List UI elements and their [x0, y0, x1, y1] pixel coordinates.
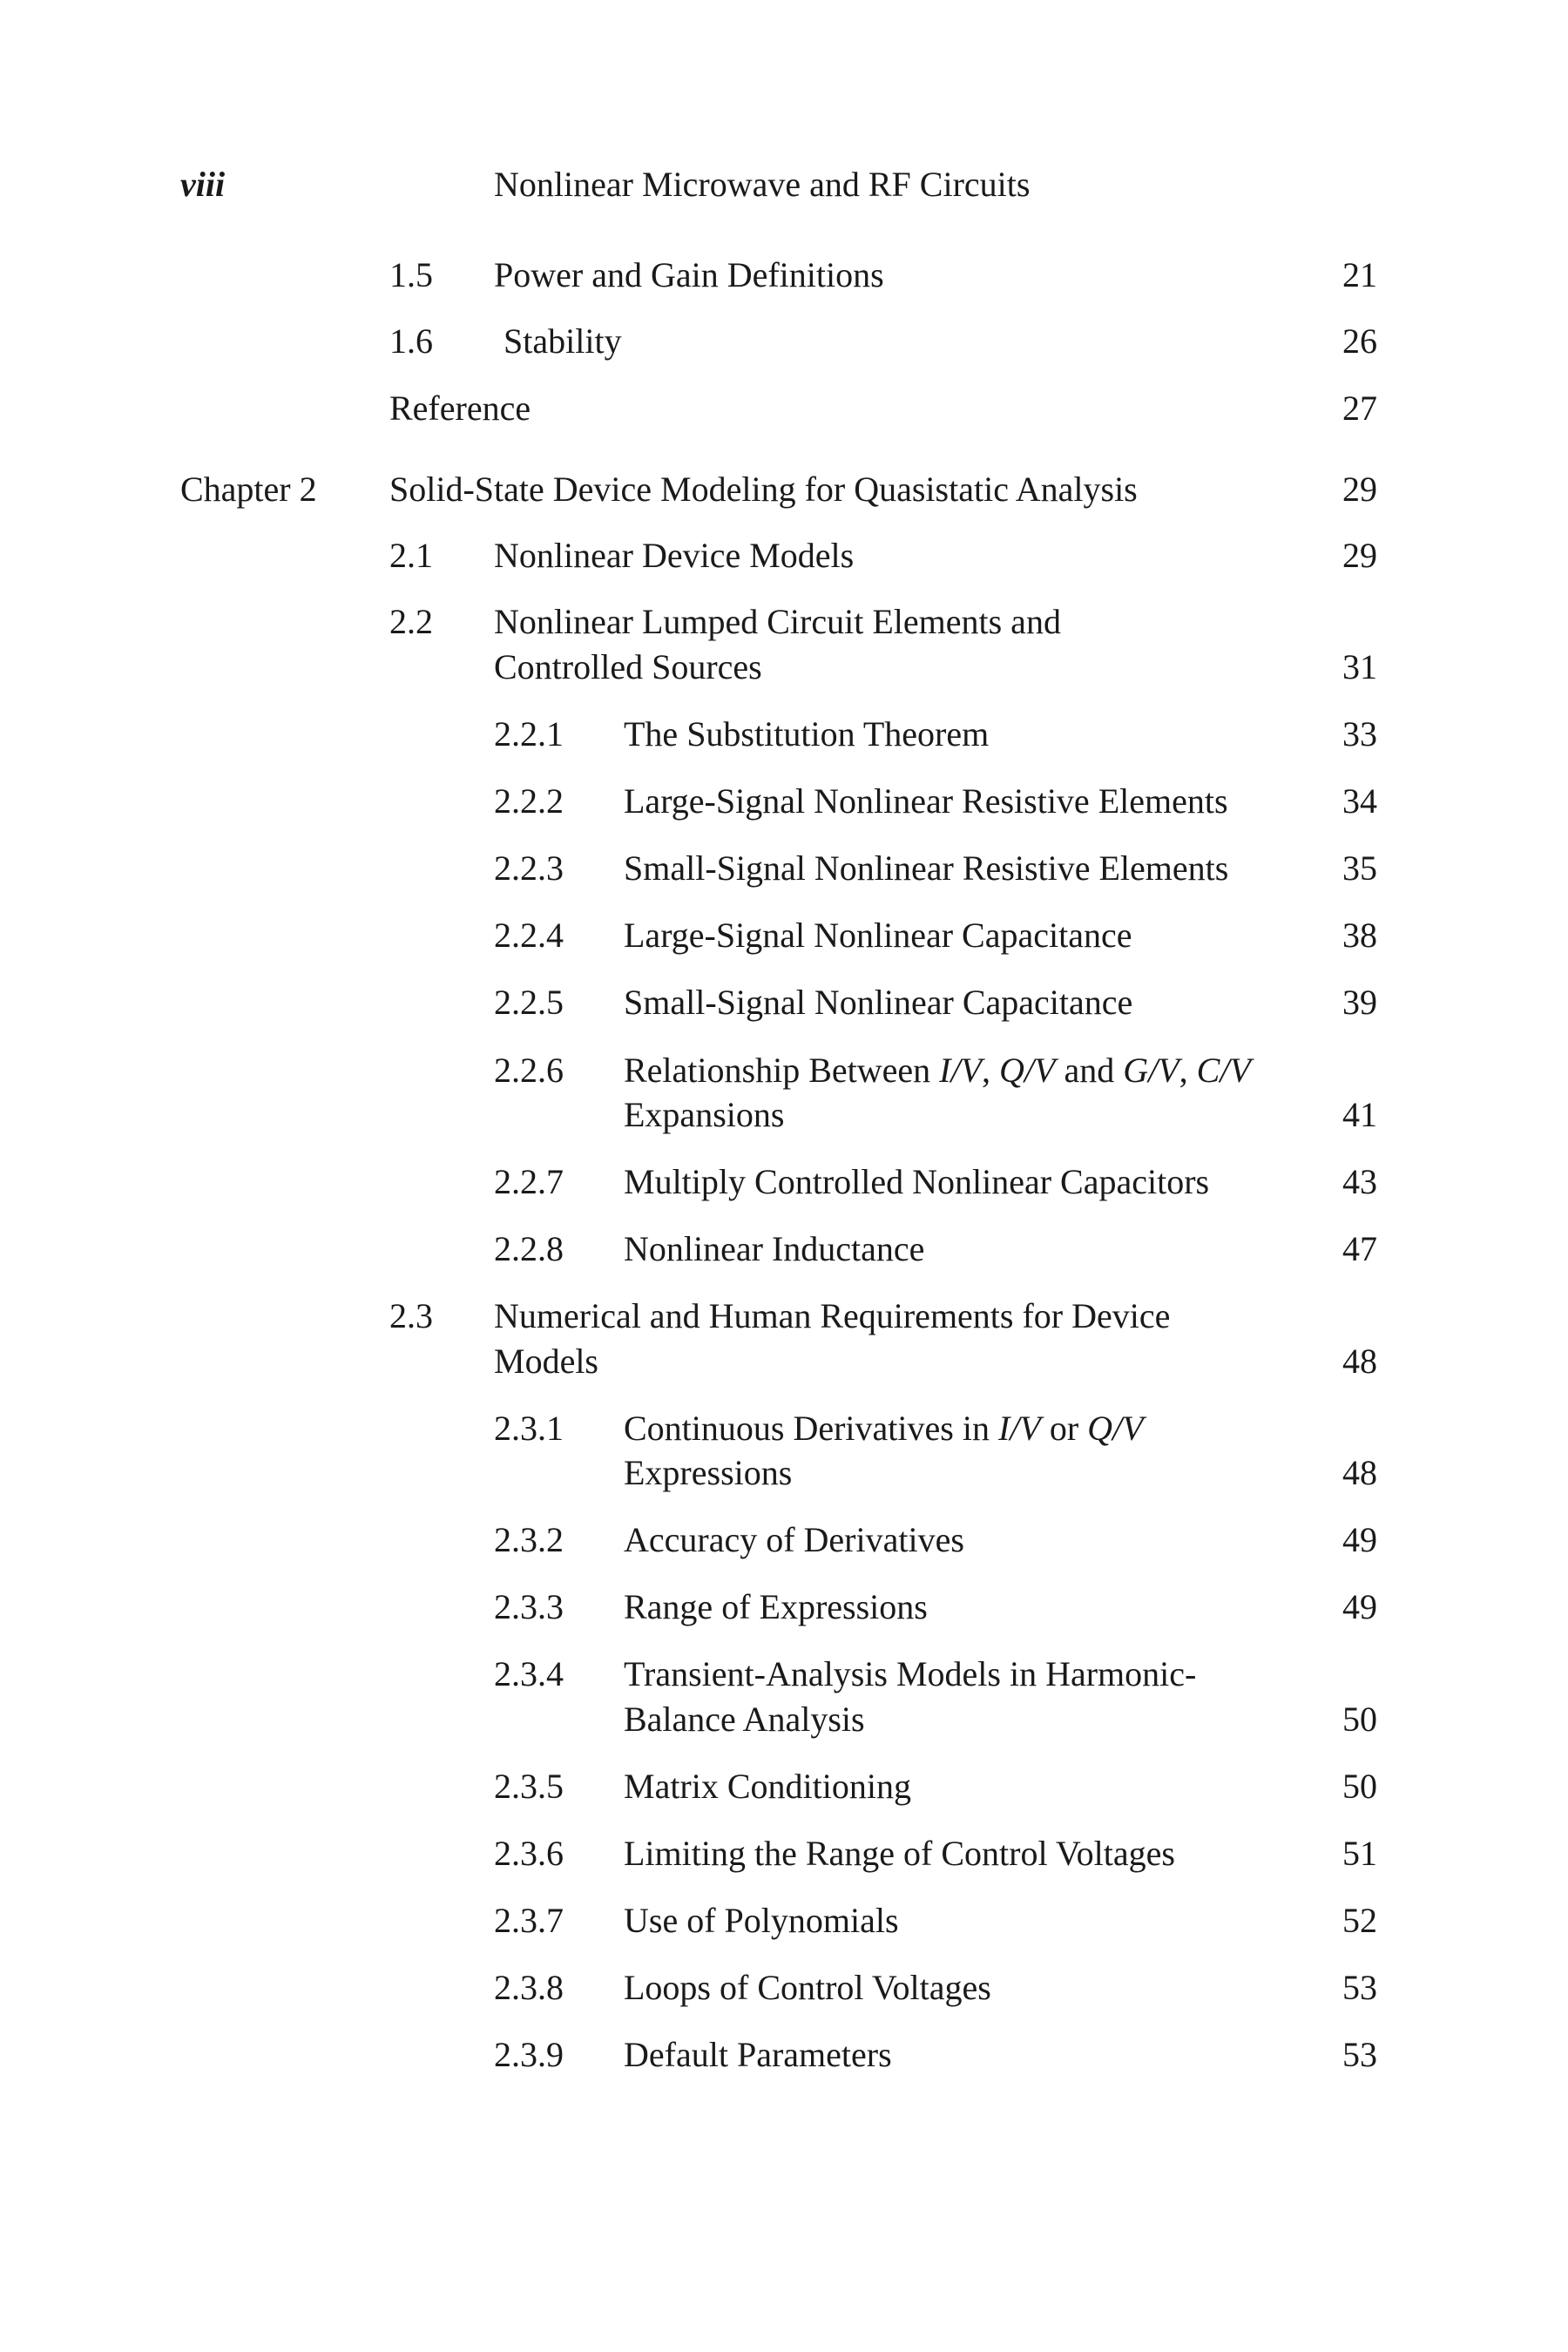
page-number: 31 — [1342, 647, 1377, 686]
subsection-number: 2.3.5 — [494, 1767, 564, 1806]
page-number: 26 — [1342, 321, 1377, 361]
page-number: 41 — [1342, 1095, 1377, 1134]
subsection-title-line1: Transient-Analysis Models in Harmonic- — [624, 1654, 1197, 1693]
subsection-number: 2.3.2 — [494, 1520, 564, 1559]
page-number: 53 — [1342, 1968, 1377, 2007]
subsection-number: 2.3.9 — [494, 2035, 564, 2074]
subsection-title: The Substitution Theorem — [624, 714, 990, 754]
section-title-line2: Models — [494, 1342, 598, 1381]
chapter-label: Chapter 2 — [180, 470, 317, 509]
subsection-title: Loops of Control Voltages — [624, 1968, 991, 2007]
subsection-number: 2.2.1 — [494, 714, 564, 754]
section-number: 2.3 — [389, 1296, 433, 1335]
page-number: 48 — [1342, 1342, 1377, 1381]
section-title-line2: Controlled Sources — [494, 647, 762, 686]
page-folio: viii — [180, 165, 226, 204]
section-title-line1: Numerical and Human Requirements for Device — [494, 1296, 1171, 1335]
page-number: 48 — [1342, 1453, 1377, 1492]
subsection-title-line1: Relationship Between I/V, Q/V and G/V, C/V — [624, 1051, 1251, 1090]
subsection-title-line2: Expansions — [624, 1095, 785, 1134]
subsection-title-line2: Balance Analysis — [624, 1700, 865, 1739]
subsection-number: 2.2.3 — [494, 848, 564, 888]
subsection-title-line1: Continuous Derivatives in I/V or Q/V — [624, 1409, 1144, 1448]
subsection-number: 2.3.6 — [494, 1834, 564, 1873]
running-header-title: Nonlinear Microwave and RF Circuits — [494, 165, 1031, 204]
subsection-title: Multiply Controlled Nonlinear Capacitors — [624, 1162, 1210, 1201]
page-number: 50 — [1342, 1700, 1377, 1739]
page-number: 47 — [1342, 1229, 1377, 1268]
section-title: Nonlinear Device Models — [494, 536, 855, 575]
subsection-number: 2.2.7 — [494, 1162, 564, 1201]
subsection-title: Default Parameters — [624, 2035, 892, 2074]
page-number: 52 — [1342, 1901, 1377, 1940]
section-number: 1.5 — [389, 255, 433, 294]
section-title: Reference — [389, 389, 531, 428]
page-number: 39 — [1342, 983, 1377, 1022]
page-number: 49 — [1342, 1520, 1377, 1559]
page-number: 50 — [1342, 1767, 1377, 1806]
subsection-number: 2.3.3 — [494, 1587, 564, 1626]
subsection-number: 2.2.8 — [494, 1229, 564, 1268]
section-number: 2.1 — [389, 536, 433, 575]
subsection-number: 2.3.8 — [494, 1968, 564, 2007]
subsection-number: 2.2.5 — [494, 983, 564, 1022]
section-title: Power and Gain Definitions — [494, 255, 884, 294]
subsection-title: Nonlinear Inductance — [624, 1229, 925, 1268]
section-title: Stability — [504, 321, 622, 361]
page-number: 29 — [1342, 470, 1377, 509]
page-number: 34 — [1342, 781, 1377, 821]
page-number: 53 — [1342, 2035, 1377, 2074]
section-number: 1.6 — [389, 321, 433, 361]
page-number: 38 — [1342, 916, 1377, 955]
page-number: 51 — [1342, 1834, 1377, 1873]
subsection-title: Large-Signal Nonlinear Resistive Elements — [624, 781, 1228, 821]
subsection-title: Limiting the Range of Control Voltages — [624, 1834, 1175, 1873]
subsection-number: 2.3.7 — [494, 1901, 564, 1940]
subsection-title: Large-Signal Nonlinear Capacitance — [624, 916, 1132, 955]
subsection-title: Small-Signal Nonlinear Resistive Elements — [624, 848, 1229, 888]
page-number: 27 — [1342, 389, 1377, 428]
subsection-title: Accuracy of Derivatives — [624, 1520, 964, 1559]
subsection-title: Matrix Conditioning — [624, 1767, 911, 1806]
subsection-number: 2.2.6 — [494, 1051, 564, 1090]
subsection-number: 2.3.1 — [494, 1409, 564, 1448]
subsection-title-line2: Expressions — [624, 1453, 793, 1492]
subsection-title: Small-Signal Nonlinear Capacitance — [624, 983, 1133, 1022]
subsection-number: 2.3.4 — [494, 1654, 564, 1693]
page-number: 33 — [1342, 714, 1377, 754]
page-number: 35 — [1342, 848, 1377, 888]
subsection-title: Use of Polynomials — [624, 1901, 899, 1940]
subsection-title: Range of Expressions — [624, 1587, 928, 1626]
page-number: 49 — [1342, 1587, 1377, 1626]
page-number: 29 — [1342, 536, 1377, 575]
page-number: 21 — [1342, 255, 1377, 294]
section-number: 2.2 — [389, 602, 433, 641]
section-title-line1: Nonlinear Lumped Circuit Elements and — [494, 602, 1061, 641]
subsection-number: 2.2.4 — [494, 916, 564, 955]
subsection-number: 2.2.2 — [494, 781, 564, 821]
chapter-title: Solid-State Device Modeling for Quasistatic Analysis — [389, 470, 1138, 509]
page-number: 43 — [1342, 1162, 1377, 1201]
